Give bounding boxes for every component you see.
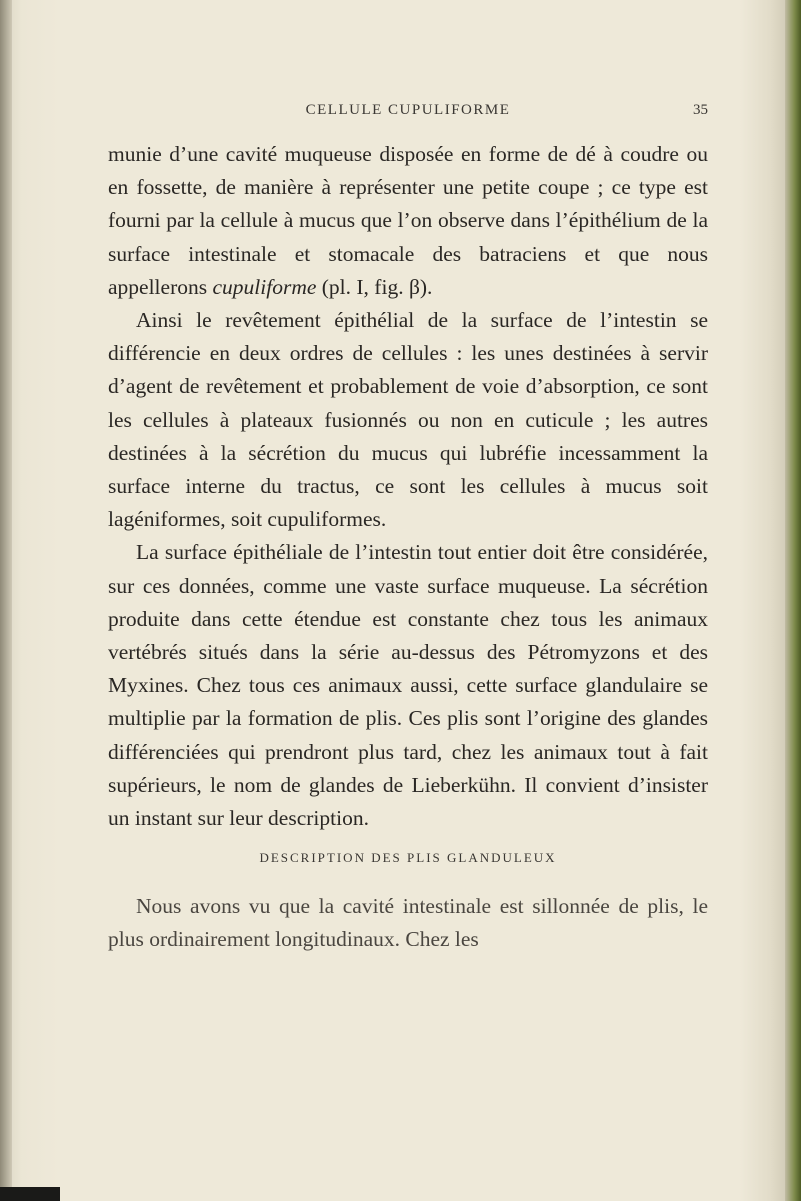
page-binding-edge <box>0 0 12 1201</box>
page-right-edge <box>785 0 801 1201</box>
scan-corner-mark <box>0 1187 60 1201</box>
italic-term: cupuliforme <box>212 274 317 299</box>
page-header <box>108 102 708 132</box>
body-text <box>108 138 708 835</box>
paragraph-continuation: munie d’une cavité muqueuse disposée en forme de dé à coudre ou en fossette, de manière à représenter une petite coupe ; ce type est fourni par la cellule à mucus que l’on observe dans l’épithélium de la surface intestinale et stomacale des batraciens et que nous appellerons cupuliforme (pl. I, fig. β). <box>108 142 708 299</box>
paragraph: Nous avons vu que la cavité intestinale est sillonnée de plis, le plus ordinairement longitudinaux. Chez les <box>108 894 708 952</box>
running-title: CELLULE CUPULIFORME <box>305 102 511 118</box>
page-number: 35 <box>693 102 708 118</box>
section-text <box>108 890 708 956</box>
paragraph: Ainsi le revêtement épithélial de la surface de l’intestin se différencie en deux ordres de cellules : les unes destinées à servir d’agent de revêtement et probablement de voie d’absorption, ce sont les cellules à plateaux fusionnés ou non en cuticule ; les autres destinées à la sécrétion du mucus qui lubréfie incessamment la surface interne du tractus, ce sont les cellules à mucus soit lagéniformes, soit cupuliformes. <box>108 308 708 532</box>
paragraph: La surface épithéliale de l’intestin tout entier doit être considérée, sur ces données, comme une vaste surface muqueuse. La sécrétion produite dans cette étendue est constante chez tous les animaux vertébrés situés dans la série au-dessus des Pétromyzons et des Myxines. Chez tous ces animaux aussi, cette surface glandulaire se multiplie par la formation de plis. Ces plis sont l’origine des glandes différenciées qui prendront plus tard, chez les animaux tout à fait supérieurs, le nom de glandes de Lieberkühn. Il convient d’insister un instant sur leur description. <box>108 540 708 831</box>
section-heading: DESCRIPTION DES PLIS GLANDULEUX <box>259 850 557 865</box>
